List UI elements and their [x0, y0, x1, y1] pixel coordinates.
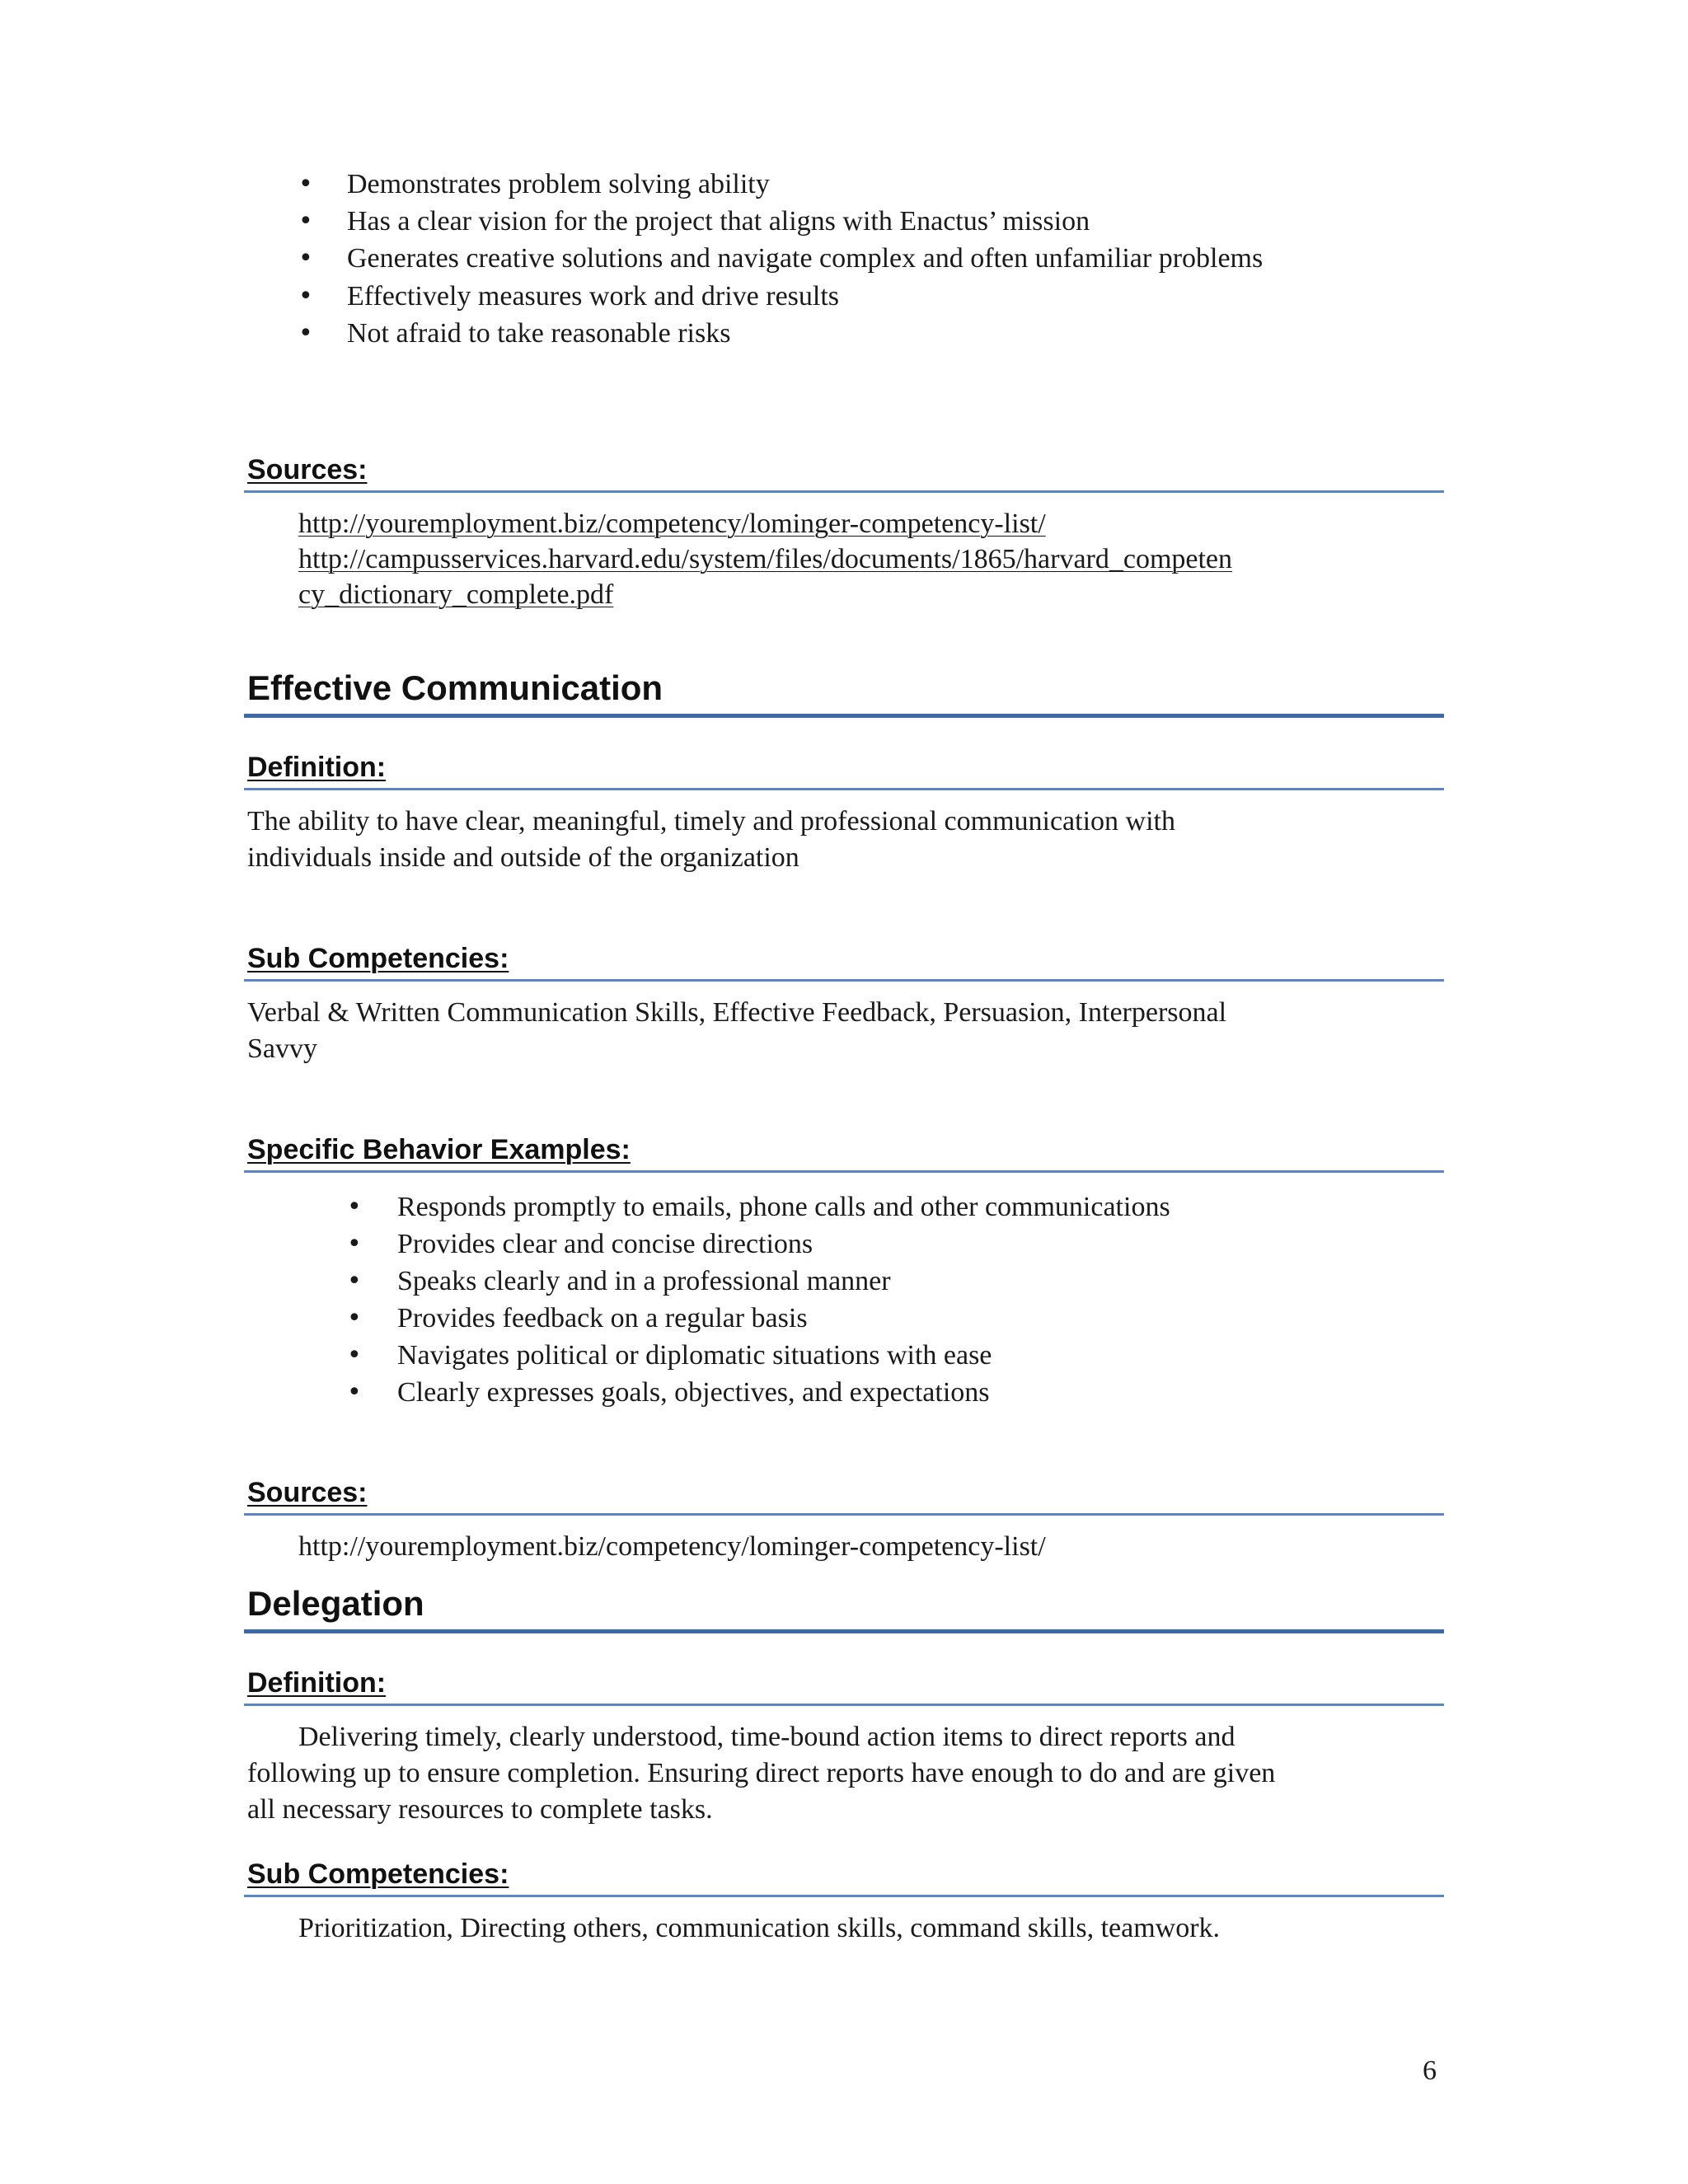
bullet-glyph: • [298, 282, 313, 311]
bullet-glyph: • [298, 170, 313, 199]
definition-line: individuals inside and outside of the organization [247, 842, 799, 873]
section-divider [244, 979, 1444, 982]
list-item: Effectively measures work and drive results [347, 281, 840, 312]
definition-line: Delivering timely, clearly understood, time-bound action items to direct reports and [298, 1722, 1236, 1752]
section-title-divider [244, 714, 1444, 718]
bullet-glyph: • [347, 1230, 362, 1258]
section-title-delegation: Delegation [247, 1584, 424, 1623]
list-item: Clearly expresses goals, objectives, and expectations [397, 1377, 990, 1408]
section-divider [244, 490, 1444, 493]
behavior-examples-heading [247, 1133, 631, 1166]
sub-competencies-heading-text: Sub Competencies: [247, 943, 509, 974]
sub-competencies-line: Verbal & Written Communication Skills, Effective Feedback, Persuasion, Interpersonal [247, 997, 1227, 1028]
list-item: Has a clear vision for the project that aligns with Enactus’ mission [347, 206, 1090, 237]
sources-heading-text: Sources: [247, 1477, 368, 1508]
bullet-glyph: • [347, 1341, 362, 1370]
bullet-glyph: • [347, 1267, 362, 1296]
list-item: Navigates political or diplomatic situations with ease [397, 1340, 992, 1371]
behavior-examples-heading-text: Specific Behavior Examples: [247, 1134, 631, 1165]
bullet-glyph: • [347, 1378, 362, 1407]
definition-line: following up to ensure completion. Ensuring direct reports have enough to do and are given [247, 1758, 1276, 1788]
section-divider [244, 788, 1444, 790]
section-title-effective-communication: Effective Communication [247, 668, 663, 707]
sub-competencies-heading-text: Sub Competencies: [247, 1858, 509, 1890]
sources-heading [247, 1476, 368, 1509]
list-item: Provides feedback on a regular basis [397, 1303, 808, 1333]
definition-line: The ability to have clear, meaningful, timely and professional communication with [247, 806, 1175, 837]
sub-competencies-line: Prioritization, Directing others, communication skills, command skills, teamwork. [298, 1913, 1221, 1943]
source-link-continued[interactable]: cy_dictionary_complete.pdf [298, 579, 614, 610]
definition-heading [247, 751, 386, 784]
definition-heading-text: Definition: [247, 1667, 387, 1699]
bullet-glyph: • [298, 319, 313, 348]
bullet-glyph: • [298, 207, 313, 236]
definition-line: all necessary resources to complete tasks. [247, 1794, 713, 1825]
sources-heading-text: Sources: [247, 454, 368, 485]
list-item: Not afraid to take reasonable risks [347, 318, 731, 349]
bullet-glyph: • [347, 1304, 362, 1333]
source-link[interactable]: http://campusservices.harvard.edu/system/files/documents/1865/harvard_competen [298, 544, 1233, 574]
definition-heading-text: Definition: [247, 752, 387, 783]
sub-competencies-heading [247, 1858, 509, 1891]
bullet-glyph: • [347, 1193, 362, 1221]
sub-competencies-line: Savvy [247, 1033, 317, 1064]
list-item: Speaks clearly and in a professional manner [397, 1266, 891, 1296]
source-link[interactable]: http://youremployment.biz/competency/lominger-competency-list/ [298, 509, 1046, 539]
section-divider [244, 1704, 1444, 1706]
sources-heading [247, 453, 368, 486]
list-item: Generates creative solutions and navigate complex and often unfamiliar problems [347, 243, 1264, 274]
section-divider [244, 1895, 1444, 1897]
page-number: 6 [1423, 2055, 1437, 2086]
section-title-divider [244, 1629, 1444, 1633]
bullet-glyph: • [298, 244, 313, 273]
list-item: Demonstrates problem solving ability [347, 169, 770, 199]
section-divider [244, 1513, 1444, 1516]
source-link[interactable]: http://youremployment.biz/competency/lominger-competency-list/ [298, 1531, 1046, 1562]
sub-competencies-heading [247, 942, 509, 975]
section-divider [244, 1170, 1444, 1173]
list-item: Responds promptly to emails, phone calls and other communications [397, 1192, 1170, 1222]
list-item: Provides clear and concise directions [397, 1229, 814, 1259]
definition-heading [247, 1666, 386, 1699]
